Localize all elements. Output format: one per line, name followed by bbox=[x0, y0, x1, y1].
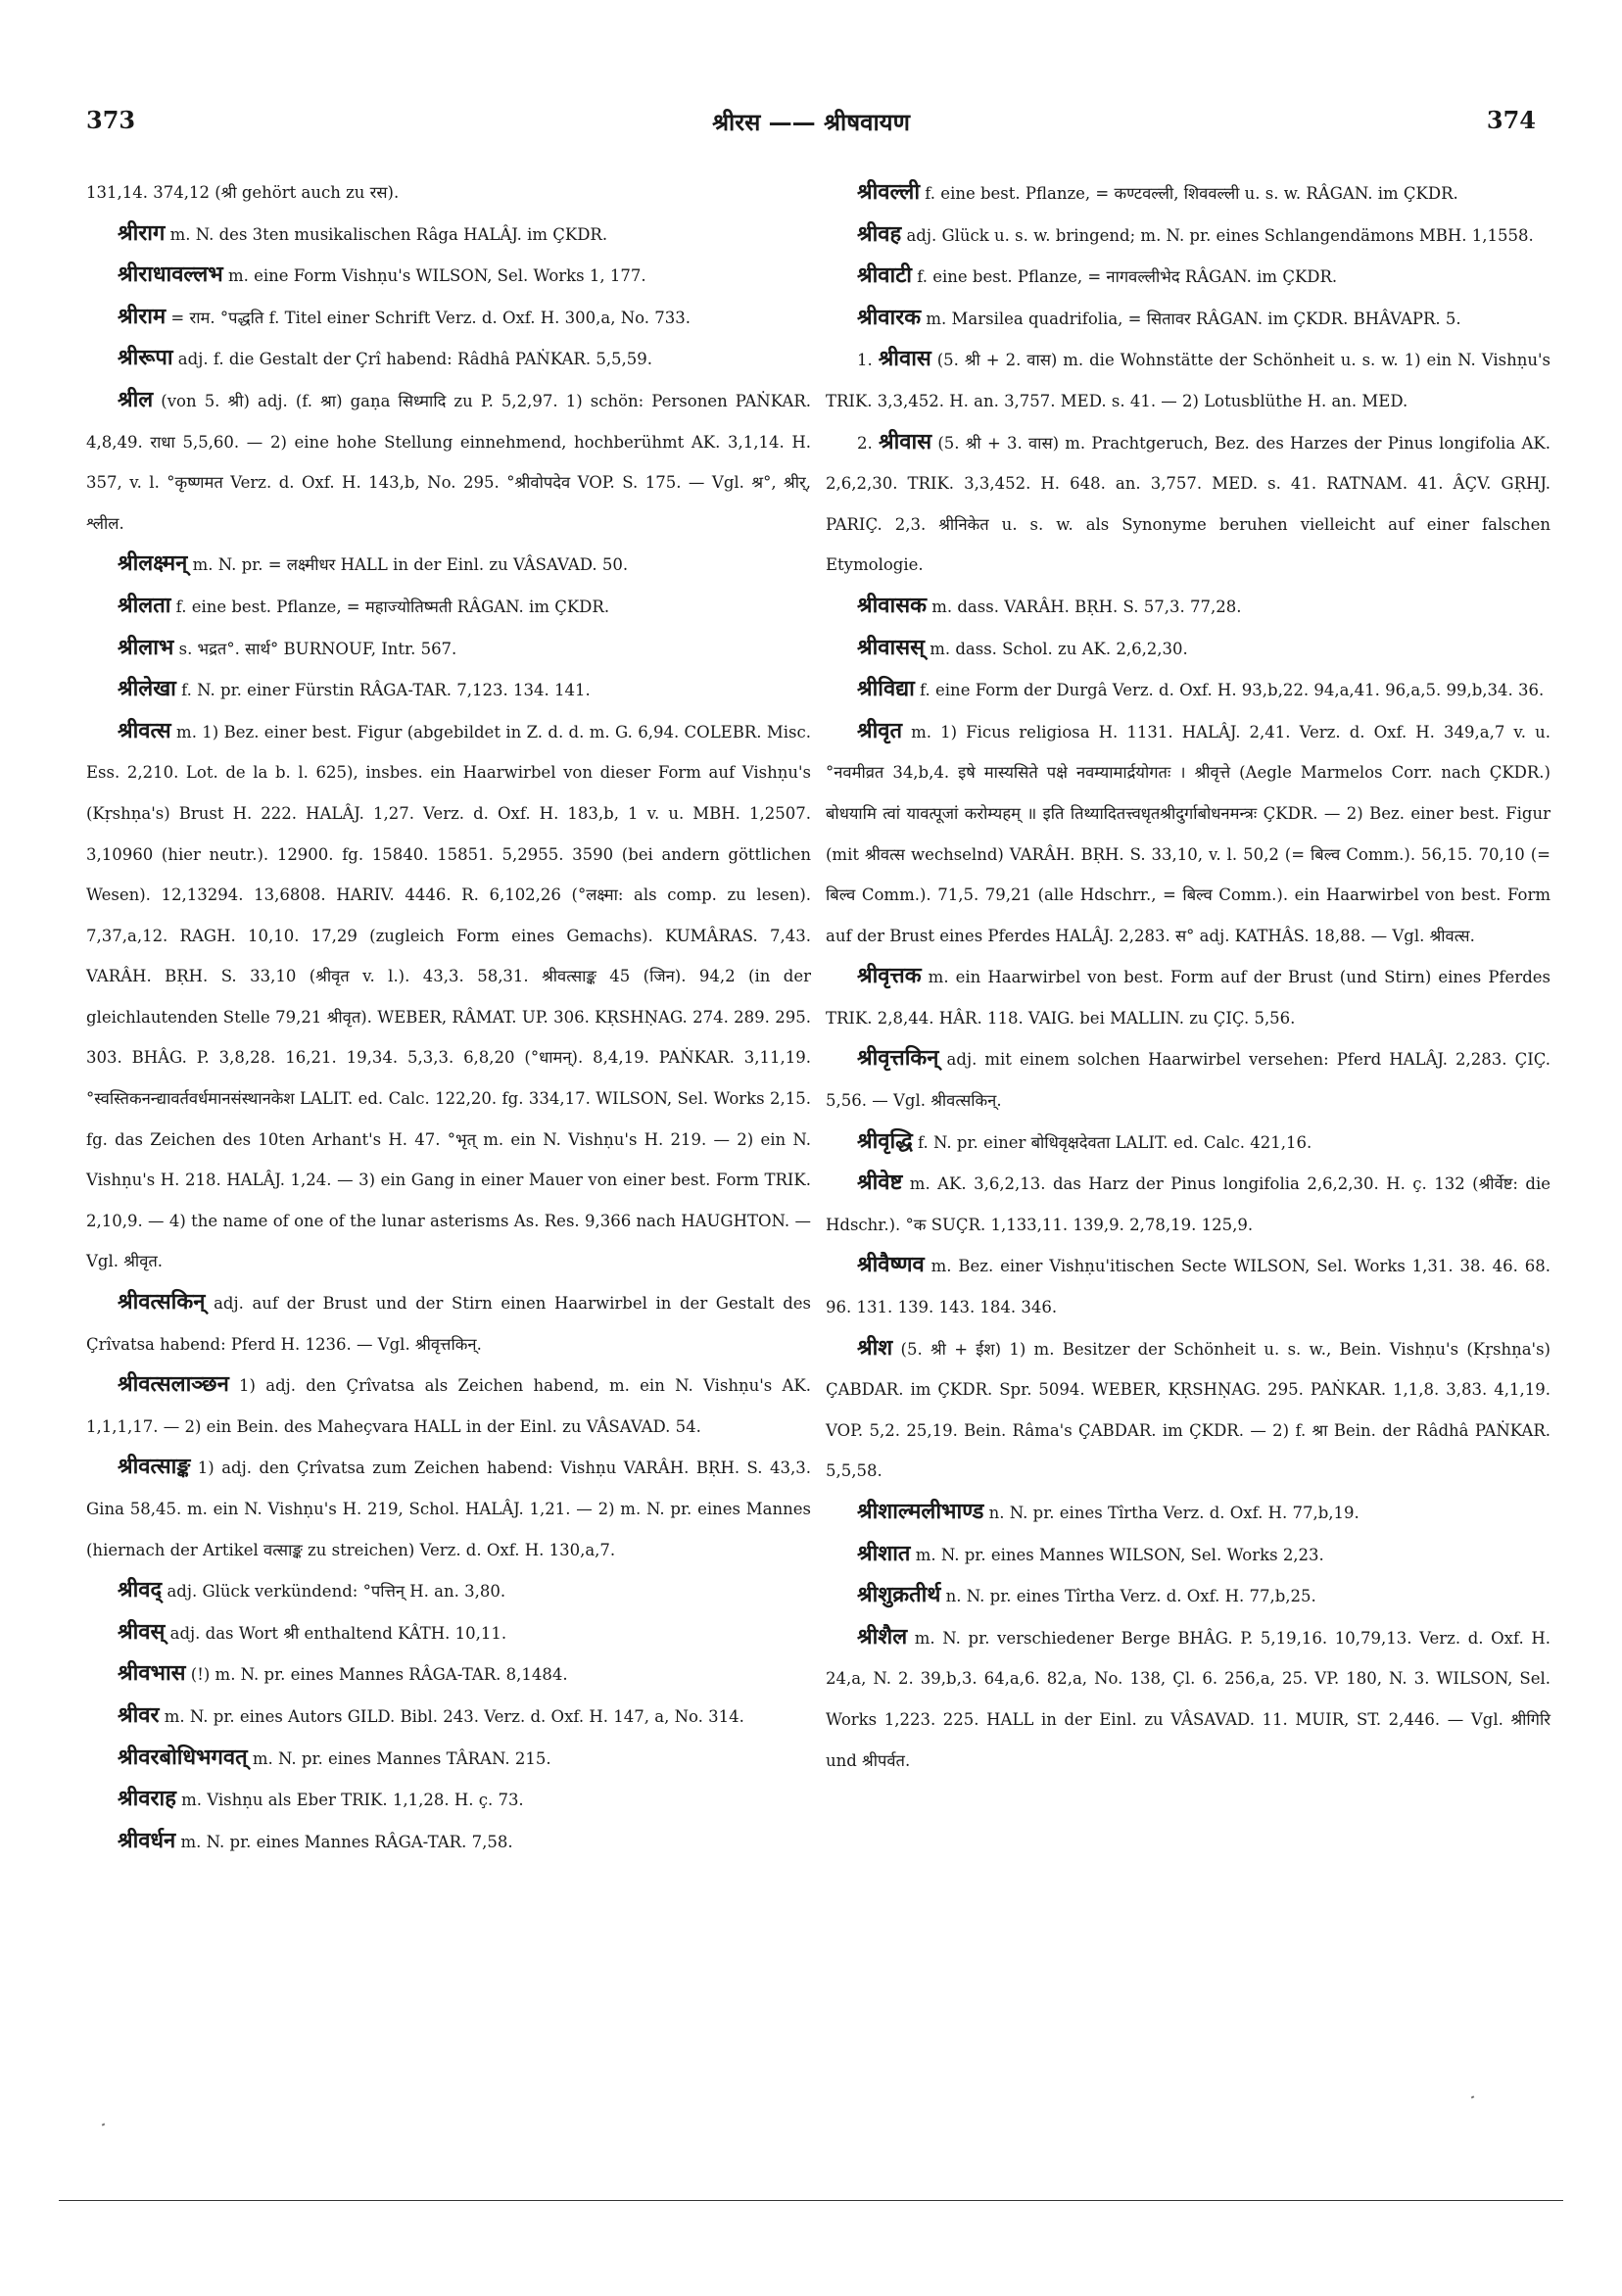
headword: श्रीवत्सकिन् bbox=[118, 1289, 206, 1315]
dictionary-entry: श्रीवत्स m. 1) Bez. einer best. Figur (abgebildet in Z. d. d. m. G. 6,94. COLEBR. Misc. Ess. 2,210. Lot. de la b. l. 625), insbes. ein Haarwirbel von dieser Form auf Vishṇu's (Kṛshṇa's) Brust H. 222. HALÂJ. 1,27. Verz. d. Oxf. H. 183,b, 1 v. u. MBH. 1,2507. 3,10960 (hier neutr.). 12900. fg. 15840. 15851. 5,2955. 3590 (bei andern göttlichen Wesen). 12,13294. 13,6808. HARIV. 4446. R. 6,102,26 (°लक्ष्मा: als comp. zu lesen). 7,37,a,12. RAGH. 10,10. 17,29 (zugleich Form eines Gemachs). KUMÂRAS. 7,43. VARÂH. BṚH. S. 33,10 (श्रीवृत v. l.). 43,3. 58,31. श्रीवत्साङ्क 45 (जिन). 94,2 (in der gleichlautenden Stelle 79,21 श्रीवृत). WEBER, RÂMAT. UP. 306. KṚSHṆAG. 274. 289. 295. 303. BHÂG. P. 3,8,28. 16,21. 19,34. 5,3,3. 6,8,20 (°धामन्). 8,4,19. PAṄKAR. 3,11,19. °स्वस्तिकनन्द्यावर्तवर्धमानसंस्थानकेश LALIT. ed. Calc. 122,20. fg. 334,17. WILSON, Sel. Works 2,15. fg. das Zeichen des 10ten Arhant's H. 47. °भृत् m. ein N. Vishṇu's H. 219. — 2) ein N. Vishṇu's H. 218. HALÂJ. 1,24. — 3) ein Gang in einer Mauer von einer best. Form TRIK. 2,10,9. — 4) the name of one of the lunar asterisms As. Res. 9,366 nach HAUGHTON. — Vgl. श्रीवृत. bbox=[86, 717, 811, 1271]
headword: श्रीराधावल्लभ bbox=[118, 262, 223, 288]
headword: श्रीवह bbox=[857, 220, 902, 247]
dictionary-entry: श्रीलक्ष्मन् m. N. pr. = लक्ष्मीधर HALL in der Einl. zu VÂSAVAD. 50. bbox=[118, 550, 629, 577]
dictionary-entry: श्रीवासस् m. dass. Schol. zu AK. 2,6,2,30. bbox=[857, 634, 1188, 660]
headword: श्रीवर्धन bbox=[118, 1827, 176, 1853]
dictionary-entry: श्रीवद् adj. Glück verkündend: °पत्तिन् H. an. 3,80. bbox=[118, 1577, 506, 1603]
dictionary-entry: श्रीराग m. N. des 3ten musikalischen Râga HALÂJ. im ÇKDR. bbox=[118, 219, 608, 246]
page-title: श्रीरस —— श्रीषवायण bbox=[712, 108, 910, 136]
dictionary-entry: श्रील (von 5. श्री) adj. (f. श्रा) gaṇa सिध्मादि zu P. 5,2,97. 1) schön: Personen PAṄKAR. 4,8,49. राधा 5,5,60. — 2) eine hohe Stellung einnehmend, hochberühmt AK. 3,1,14. H. 357, v. l. °कृष्णमत Verz. d. Oxf. H. 143,b, No. 295. °श्रीवोपदेव VOP. S. 175. — Vgl. श्र°, श्रीर्, श्लील. bbox=[86, 386, 811, 533]
scan-speck bbox=[1471, 2095, 1475, 2098]
headword: श्रीशाल्मलीभाण्ड bbox=[857, 1499, 984, 1524]
dictionary-entry: श्रीवृद्धि f. N. pr. einer बोधिवृक्षदेवता LALIT. ed. Calc. 421,16. bbox=[857, 1127, 1312, 1154]
bottom-rule bbox=[59, 2200, 1563, 2201]
dictionary-entry: श्रीवैष्णव m. Bez. einer Vishṇu'itischen Secte WILSON, Sel. Works 1,31. 38. 46. 68. 96. 131. 139. 143. 184. 346. bbox=[826, 1252, 1550, 1317]
headword: श्रीवत्स bbox=[118, 717, 171, 743]
headword: श्रीवृत्तक bbox=[857, 963, 922, 989]
page-header bbox=[86, 106, 1536, 145]
headword: श्रीवत्साङ्क bbox=[118, 1454, 191, 1480]
dictionary-entry: श्रीलेखा f. N. pr. einer Fürstin RÂGA-TAR. 7,123. 134. 141. bbox=[118, 676, 591, 702]
headword: श्रीवाटी bbox=[857, 263, 912, 289]
headword: श्रीवास bbox=[879, 428, 932, 454]
headword: श्रीवल्ली bbox=[857, 179, 921, 205]
dictionary-entry: श्रीश (5. श्री + ईश) 1) m. Besitzer der Schönheit u. s. w., Bein. Vishṇu's (Kṛshṇa's) ÇABDAR. im ÇKDR. Spr. 5094. WEBER, KṚSHṆAG. 295. PAṄKAR. 1,1,8. 3,83. 4,1,19. VOP. 5,2. 25,19. Bein. Râma's ÇABDAR. im ÇKDR. — 2) f. श्रा Bein. der Râdhâ PAṄKAR. 5,5,58. bbox=[826, 1334, 1550, 1481]
dictionary-entry: श्रीवेष्ट m. AK. 3,6,2,13. das Harz der Pinus longifolia 2,6,2,30. H. ç. 132 (श्रीर्वेष्ट: die Hdschr.). °क SUÇR. 1,133,11. 139,9. 2,78,19. 125,9. bbox=[826, 1170, 1550, 1234]
headword: श्रीलता bbox=[118, 592, 171, 618]
right-column bbox=[826, 172, 1550, 1781]
headword: श्रीवद् bbox=[118, 1577, 163, 1603]
headword: श्रीवेष्ट bbox=[857, 1170, 903, 1196]
headword: श्रीवास bbox=[878, 346, 931, 372]
dictionary-entry: 2. श्रीवास (5. श्री + 3. वास) m. Prachtgeruch, Bez. des Harzes der Pinus longifolia AK. 2,6,2,30. TRIK. 3,3,452. H. 648. an. 3,757. MED. s. 41. RATNAM. 41. ÂÇV. GṚHJ. PARIÇ. 2,3. श्रीनिकेत u. s. w. als Synonyme beruhen vielleicht auf einer falschen Etymologie. bbox=[826, 428, 1550, 575]
headword: श्रीवर bbox=[118, 1701, 160, 1728]
dictionary-entry: श्रीवभास (!) m. N. pr. eines Mannes RÂGA-TAR. 8,1484. bbox=[118, 1660, 568, 1687]
headword: श्रीवृत bbox=[857, 717, 903, 743]
headword: श्रीवभास bbox=[118, 1660, 186, 1687]
dictionary-entry: श्रीरूपा adj. f. die Gestalt der Çrî habend: Râdhâ PAṄKAR. 5,5,59. bbox=[118, 345, 653, 371]
dictionary-entry: श्रीवत्सलाञ्छन 1) adj. den Çrîvatsa als Zeichen habend, m. ein N. Vishṇu's AK. 1,1,1,17. — 2) ein Bein. des Maheçvara HALL in der Einl. zu VÂSAVAD. 54. bbox=[86, 1371, 811, 1436]
dictionary-entry: श्रीवत्साङ्क 1) adj. den Çrîvatsa zum Zeichen habend: Vishṇu VARÂH. BṚH. S. 43,3. Gina 58,45. m. ein N. Vishṇu's H. 219, Schol. HALÂJ. 1,21. — 2) m. N. pr. eines Mannes (hiernach der Artikel वत्साङ्क zu streichen) Verz. d. Oxf. H. 130,a,7. bbox=[86, 1454, 811, 1559]
scan-speck bbox=[102, 2123, 106, 2126]
dictionary-entry: श्रीशुक्रतीर्थ n. N. pr. eines Tîrtha Verz. d. Oxf. H. 77,b,25. bbox=[857, 1582, 1316, 1608]
headword: श्रीरूपा bbox=[118, 345, 173, 371]
headword: श्रीवत्सलाञ्छन bbox=[118, 1371, 229, 1398]
headword: श्रीवासक bbox=[857, 592, 927, 618]
dictionary-entry: 131,14. 374,12 (श्री gehört auch zu रस). bbox=[86, 183, 400, 202]
dictionary-entry: श्रीवत्सकिन् adj. auf der Brust und der Stirn einen Haarwirbel in der Gestalt des Çrîvatsa habend: Pferd H. 1236. — Vgl. श्रीवृत्तकिन्. bbox=[86, 1289, 811, 1354]
dictionary-entry: श्रीलाभ s. भद्रत°. सार्थ° BURNOUF, Intr. 567. bbox=[118, 634, 457, 660]
page-number-left: 373 bbox=[86, 106, 136, 134]
headword: श्रीलाभ bbox=[118, 634, 174, 660]
headword: श्रीलक्ष्मन् bbox=[118, 550, 188, 577]
dictionary-entry: श्रीवृत्तकिन् adj. mit einem solchen Haarwirbel versehen: Pferd HALÂJ. 2,283. ÇIÇ. 5,56. — Vgl. श्रीवत्सकिन्. bbox=[826, 1045, 1550, 1111]
dictionary-entry: श्रीवृत्तक m. ein Haarwirbel von best. Form auf der Brust (und Stirn) eines Pferdes TRIK. 2,8,44. HÂR. 118. VAIG. bei MALLIN. zu ÇIÇ. 5,56. bbox=[826, 963, 1550, 1028]
headword: श्रीवस् bbox=[118, 1618, 166, 1645]
headword: श्रीवारक bbox=[857, 304, 922, 330]
headword: श्रीश bbox=[857, 1334, 893, 1361]
headword: श्रीवरबोधिभगवत् bbox=[118, 1744, 248, 1770]
dictionary-entry: श्रीवस् adj. das Wort श्री enthaltend KÂTH. 10,11. bbox=[118, 1618, 507, 1645]
dictionary-entry: श्रीवर्धन m. N. pr. eines Mannes RÂGA-TAR. 7,58. bbox=[118, 1827, 513, 1853]
dictionary-entry: श्रीलता f. eine best. Pflanze, = महाज्योतिष्मती RÂGAN. im ÇKDR. bbox=[118, 592, 610, 618]
dictionary-entry: श्रीवासक m. dass. VARÂH. BṚH. S. 57,3. 77,28. bbox=[857, 592, 1242, 618]
dictionary-entry: श्रीवरबोधिभगवत् m. N. pr. eines Mannes TÂRAN. 215. bbox=[118, 1744, 551, 1770]
left-column bbox=[86, 172, 811, 1862]
headword: श्रील bbox=[118, 386, 154, 412]
headword: श्रीवृत्तकिन् bbox=[857, 1045, 939, 1072]
dictionary-entry: श्रीविद्या f. eine Form der Durgâ Verz. d. Oxf. H. 93,b,22. 94,a,41. 96,a,5. 99,b,34. 36. bbox=[857, 676, 1545, 702]
headword: श्रीवैष्णव bbox=[857, 1252, 925, 1278]
headword: श्रीराम bbox=[118, 303, 167, 329]
dictionary-entry: श्रीवृत m. 1) Ficus religiosa H. 1131. HALÂJ. 2,41. Verz. d. Oxf. H. 349,a,7 v. u. °नवमीव्रत 34,b,4. इषे मास्यसिते पक्षे नवम्यामार्द्रयोगतः । श्रीवृत्ते (Aegle Marmelos Corr. nach ÇKDR.) बोधयामि त्वां यावत्पूजां करोम्यहम् ॥ इति तिथ्यादितत्त्वधृतश्रीदुर्गाबोधनमन्त्रः ÇKDR. — 2) Bez. einer best. Figur (mit श्रीवत्स wechselnd) VARÂH. BṚH. S. 33,10, v. l. 50,2 (= बिल्व Comm.). 56,15. 70,10 (= बिल्व Comm.). 71,5. 79,21 (alle Hdschrr., = बिल्व Comm.). ein Haarwirbel von best. Form auf der Brust eines Pferdes HALÂJ. 2,283. स° adj. KATHÂS. 18,88. — Vgl. श्रीवत्स. bbox=[826, 717, 1550, 945]
headword: श्रीवराह bbox=[118, 1786, 176, 1812]
headword: श्रीवृद्धि bbox=[857, 1127, 913, 1154]
headword: श्रीराग bbox=[118, 219, 166, 246]
headword: श्रीलेखा bbox=[118, 676, 176, 702]
dictionary-entry: श्रीवह adj. Glück u. s. w. bringend; m. N. pr. eines Schlangendämons MBH. 1,1558. bbox=[857, 220, 1534, 247]
dictionary-entry: श्रीराधावल्लभ m. eine Form Vishṇu's WILSON, Sel. Works 1, 177. bbox=[118, 262, 646, 288]
dictionary-entry: 1. श्रीवास (5. श्री + 2. वास) m. die Wohnstätte der Schönheit u. s. w. 1) ein N. Vishṇu's TRIK. 3,3,452. H. an. 3,757. MED. s. 41. — 2) Lotusblüthe H. an. MED. bbox=[826, 346, 1550, 410]
dictionary-entry: श्रीवल्ली f. eine best. Pflanze, = कण्टवल्ली, शिववल्ली u. s. w. RÂGAN. im ÇKDR. bbox=[857, 179, 1458, 205]
dictionary-entry: श्रीशात m. N. pr. eines Mannes WILSON, Sel. Works 2,23. bbox=[857, 1540, 1324, 1566]
page-number-right: 374 bbox=[1486, 106, 1536, 134]
headword: श्रीवासस् bbox=[857, 634, 925, 660]
headword: श्रीशैल bbox=[857, 1623, 908, 1650]
dictionary-entry: श्रीवारक m. Marsilea quadrifolia, = सितावर RÂGAN. im ÇKDR. BHÂVAPR. 5. bbox=[857, 304, 1461, 330]
headword: श्रीविद्या bbox=[857, 676, 915, 702]
dictionary-entry: श्रीराम = राम. °पद्धति f. Titel einer Schrift Verz. d. Oxf. H. 300,a, No. 733. bbox=[118, 303, 692, 329]
dictionary-entry: श्रीवर m. N. pr. eines Autors GILD. Bibl. 243. Verz. d. Oxf. H. 147, a, No. 314. bbox=[118, 1701, 744, 1728]
dictionary-entry: श्रीशाल्मलीभाण्ड n. N. pr. eines Tîrtha Verz. d. Oxf. H. 77,b,19. bbox=[857, 1499, 1360, 1524]
dictionary-entry: श्रीशैल m. N. pr. verschiedener Berge BHÂG. P. 5,19,16. 10,79,13. Verz. d. Oxf. H. 24,a, N. 2. 39,b,3. 64,a,6. 82,a, No. 138, Çl. 6. 256,a, 25. VP. 180, N. 3. WILSON, Sel. Works 1,223. 225. HALL in der Einl. zu VÂSAVAD. 11. MUIR, ST. 2,446. — Vgl. श्रीगिरि und श्रीपर्वत. bbox=[826, 1623, 1550, 1770]
headword: श्रीशात bbox=[857, 1540, 911, 1566]
dictionary-entry: श्रीवाटी f. eine best. Pflanze, = नागवल्लीभेद RÂGAN. im ÇKDR. bbox=[857, 263, 1338, 289]
headword: श्रीशुक्रतीर्थ bbox=[857, 1582, 941, 1608]
dictionary-entry: श्रीवराह m. Vishṇu als Eber TRIK. 1,1,28. H. ç. 73. bbox=[118, 1786, 524, 1812]
